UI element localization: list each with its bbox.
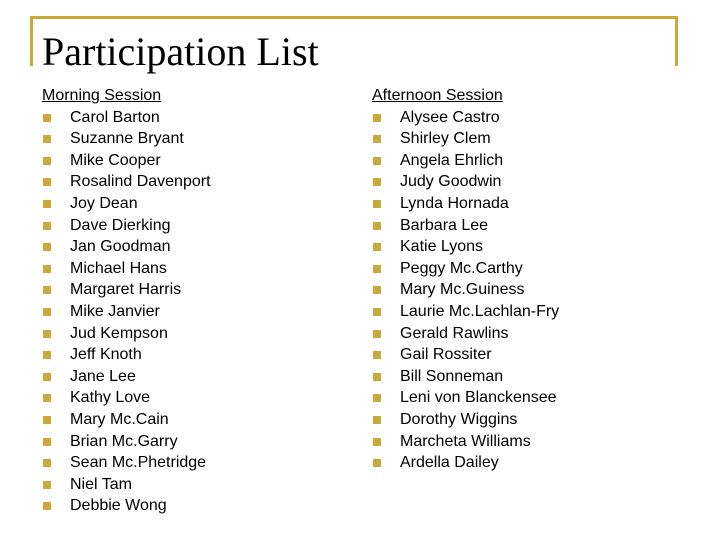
square-bullet-icon xyxy=(373,178,381,186)
participant-name: Judy Goodwin xyxy=(400,173,502,191)
square-bullet-icon xyxy=(43,157,51,165)
list-item xyxy=(42,431,352,453)
participant-name: Sean Mc.Phetridge xyxy=(70,454,207,472)
participant-name: Brian Mc.Garry xyxy=(70,432,178,450)
square-bullet-icon xyxy=(43,438,51,446)
list-item xyxy=(372,150,692,172)
list-item xyxy=(372,301,692,323)
list-item xyxy=(42,495,352,517)
afternoon-session-list xyxy=(372,107,692,474)
square-bullet-icon xyxy=(43,114,51,122)
title-frame-left-rule xyxy=(30,16,33,66)
participant-name: Mike Cooper xyxy=(70,151,161,169)
list-item xyxy=(372,193,692,215)
list-item xyxy=(42,279,352,301)
participant-name: Niel Tam xyxy=(70,475,132,493)
participant-name: Jeff Knoth xyxy=(70,346,142,364)
participant-name: Laurie Mc.Lachlan-Fry xyxy=(400,302,560,320)
square-bullet-icon xyxy=(43,459,51,467)
square-bullet-icon xyxy=(43,135,51,143)
list-item xyxy=(372,215,692,237)
participant-name: Shirley Clem xyxy=(400,130,491,148)
square-bullet-icon xyxy=(43,502,51,510)
list-item xyxy=(42,128,352,150)
participant-name: Dave Dierking xyxy=(70,216,171,234)
square-bullet-icon xyxy=(43,330,51,338)
list-item xyxy=(372,323,692,345)
square-bullet-icon xyxy=(373,286,381,294)
afternoon-session-heading: Afternoon Session xyxy=(372,87,503,104)
square-bullet-icon xyxy=(43,286,51,294)
participant-name: Jud Kempson xyxy=(70,324,168,342)
square-bullet-icon xyxy=(373,135,381,143)
list-item xyxy=(372,452,692,474)
morning-session-list xyxy=(42,107,352,517)
square-bullet-icon xyxy=(373,459,381,467)
list-item xyxy=(42,387,352,409)
list-item xyxy=(372,366,692,388)
slide-title: Participation List xyxy=(42,29,319,74)
square-bullet-icon xyxy=(43,200,51,208)
participant-name: Joy Dean xyxy=(70,194,138,212)
square-bullet-icon xyxy=(373,308,381,316)
square-bullet-icon xyxy=(373,157,381,165)
square-bullet-icon xyxy=(43,373,51,381)
participant-name: Mike Janvier xyxy=(70,302,160,320)
square-bullet-icon xyxy=(373,243,381,251)
list-item xyxy=(372,409,692,431)
morning-session-column xyxy=(42,85,352,517)
participant-name: Katie Lyons xyxy=(400,238,484,256)
list-item xyxy=(42,236,352,258)
list-item xyxy=(42,452,352,474)
square-bullet-icon xyxy=(43,416,51,424)
square-bullet-icon xyxy=(43,243,51,251)
title-frame-right-rule xyxy=(675,16,678,66)
square-bullet-icon xyxy=(43,481,51,489)
list-item xyxy=(372,236,692,258)
afternoon-session-column xyxy=(372,85,692,474)
square-bullet-icon xyxy=(43,351,51,359)
participant-name: Marcheta Williams xyxy=(400,432,531,450)
participant-name: Debbie Wong xyxy=(70,497,167,515)
participant-name: Gerald Rawlins xyxy=(400,324,509,342)
participant-name: Jane Lee xyxy=(70,367,136,385)
list-item xyxy=(42,323,352,345)
participant-name: Jan Goodman xyxy=(70,238,171,256)
square-bullet-icon xyxy=(373,373,381,381)
list-item xyxy=(372,387,692,409)
square-bullet-icon xyxy=(373,265,381,273)
square-bullet-icon xyxy=(43,222,51,230)
participant-name: Peggy Mc.Carthy xyxy=(400,259,523,277)
list-item xyxy=(372,344,692,366)
morning-session-heading: Morning Session xyxy=(42,87,162,104)
square-bullet-icon xyxy=(373,200,381,208)
participant-name: Carol Barton xyxy=(70,108,160,126)
list-item xyxy=(372,258,692,280)
square-bullet-icon xyxy=(43,265,51,273)
list-item xyxy=(42,171,352,193)
list-item xyxy=(42,409,352,431)
square-bullet-icon xyxy=(373,394,381,402)
list-item xyxy=(42,150,352,172)
square-bullet-icon xyxy=(373,438,381,446)
list-item xyxy=(42,215,352,237)
title-frame-top-rule xyxy=(30,16,678,19)
participant-name: Leni von Blanckensee xyxy=(400,389,557,407)
participant-name: Gail Rossiter xyxy=(400,346,492,364)
square-bullet-icon xyxy=(373,416,381,424)
list-item xyxy=(372,279,692,301)
participant-name: Rosalind Davenport xyxy=(70,173,211,191)
list-item xyxy=(42,344,352,366)
list-item xyxy=(372,107,692,129)
participant-name: Michael Hans xyxy=(70,259,167,277)
participant-name: Margaret Harris xyxy=(70,281,182,299)
list-item xyxy=(372,171,692,193)
participant-name: Angela Ehrlich xyxy=(400,151,504,169)
list-item xyxy=(372,431,692,453)
list-item xyxy=(42,107,352,129)
list-item xyxy=(42,474,352,496)
participant-name: Lynda Hornada xyxy=(400,194,509,212)
square-bullet-icon xyxy=(43,308,51,316)
list-item xyxy=(42,366,352,388)
participant-name: Kathy Love xyxy=(70,389,151,407)
square-bullet-icon xyxy=(373,330,381,338)
participant-name: Bill Sonneman xyxy=(400,367,504,385)
participant-name: Mary Mc.Guiness xyxy=(400,281,525,299)
participant-name: Barbara Lee xyxy=(400,216,489,234)
participant-name: Mary Mc.Cain xyxy=(70,410,169,428)
square-bullet-icon xyxy=(43,394,51,402)
participant-name: Ardella Dailey xyxy=(400,454,499,472)
participant-name: Suzanne Bryant xyxy=(70,130,184,148)
list-item xyxy=(42,258,352,280)
participant-name: Alysee Castro xyxy=(400,108,500,126)
square-bullet-icon xyxy=(373,222,381,230)
square-bullet-icon xyxy=(373,351,381,359)
list-item xyxy=(42,193,352,215)
square-bullet-icon xyxy=(373,114,381,122)
list-item xyxy=(372,128,692,150)
list-item xyxy=(42,301,352,323)
square-bullet-icon xyxy=(43,178,51,186)
participant-name: Dorothy Wiggins xyxy=(400,410,518,428)
